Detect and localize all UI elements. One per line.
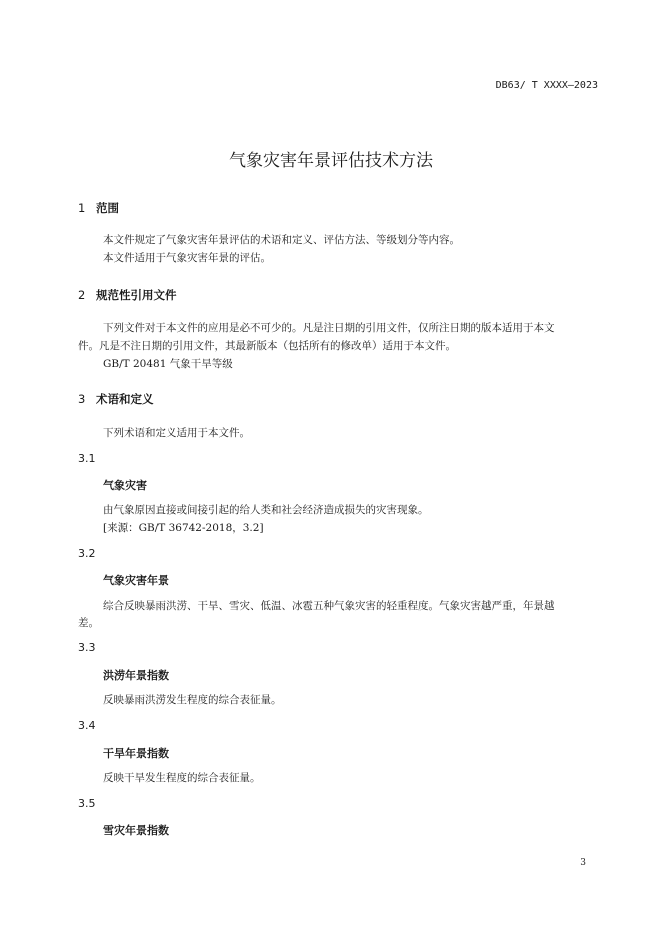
- standard-code: DB63/ T XXXX—2023: [495, 80, 598, 91]
- document-title: 气象灾害年景评估技术方法: [229, 151, 433, 171]
- section-1-title: 范围: [96, 201, 119, 215]
- term-definition-3-2-line-1: 综合反映暴雨洪涝、干旱、雪灾、低温、冰雹五种气象灾害的轻重程度。气象灾害越严重，年景越: [103, 600, 555, 612]
- term-number-3-3: 3.3: [78, 641, 96, 654]
- normative-reference: GB/T 20481 气象干旱等级: [103, 358, 233, 370]
- term-definition-3-4: 反映干旱发生程度的综合表征量。: [103, 772, 261, 784]
- section-1-paragraph-1: 本文件规定了气象灾害年景评估的术语和定义、评估方法、等级划分等内容。: [103, 234, 460, 246]
- term-definition-3-1: 由气象原因直接或间接引起的给人类和社会经济造成损失的灾害现象。: [103, 504, 429, 516]
- section-3-heading: [78, 391, 154, 407]
- term-name-3-3: 洪涝年景指数: [103, 669, 169, 682]
- term-definition-3-2-line-2: 差。: [78, 617, 99, 629]
- term-number-3-5: 3.5: [78, 797, 96, 810]
- term-number-3-2: 3.2: [78, 547, 96, 560]
- section-1-paragraph-2: 本文件适用于气象灾害年景的评估。: [103, 252, 271, 264]
- section-2-number: 2: [78, 288, 86, 302]
- term-name-3-1: 气象灾害: [103, 479, 147, 492]
- term-number-3-4: 3.4: [78, 719, 96, 732]
- page-number: 3: [580, 858, 586, 868]
- term-number-3-1: 3.1: [78, 452, 96, 465]
- term-name-3-2: 气象灾害年景: [103, 574, 169, 587]
- section-2-title: 规范性引用文件: [96, 288, 177, 302]
- section-1-heading: [78, 200, 119, 216]
- term-definition-3-3: 反映暴雨洪涝发生程度的综合表征量。: [103, 694, 282, 706]
- section-1-number: 1: [78, 201, 86, 215]
- section-3-number: 3: [78, 392, 86, 406]
- term-name-3-4: 干旱年景指数: [103, 747, 169, 760]
- section-2-heading: [78, 287, 177, 303]
- section-2-paragraph-line-1: 下列文件对于本文件的应用是必不可少的。凡是注日期的引用文件，仅所注日期的版本适用于本文: [103, 322, 555, 334]
- section-2-paragraph-line-2: 件。凡是不注日期的引用文件，其最新版本（包括所有的修改单）适用于本文件。: [78, 340, 456, 352]
- term-name-3-5: 雪灾年景指数: [103, 824, 169, 837]
- section-3-title: 术语和定义: [96, 392, 154, 406]
- term-source-3-1: [来源：GB/T 36742-2018，3.2]: [103, 522, 264, 534]
- section-3-intro: 下列术语和定义适用于本文件。: [103, 427, 250, 439]
